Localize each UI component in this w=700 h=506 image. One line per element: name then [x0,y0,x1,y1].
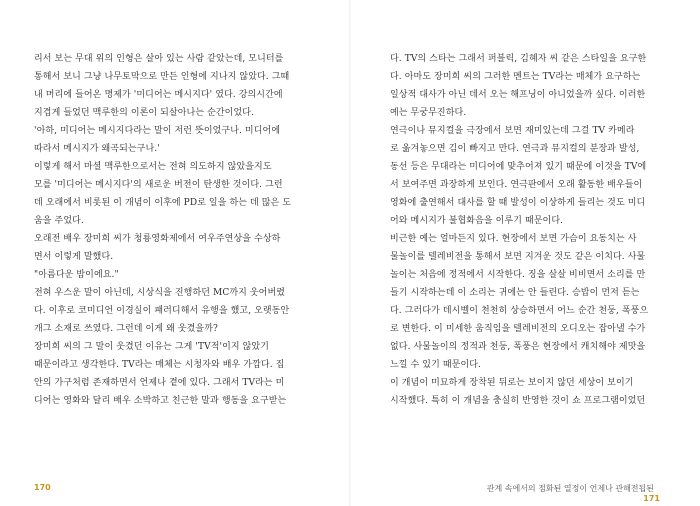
text-line: 따라서 메시지가 왜곡되는구나.' [34,144,160,154]
text-line: 움을 주었다. [34,216,84,226]
left-page-footer [34,483,51,492]
text-line: "아름다운 밤이에요." [34,270,119,280]
text-line: 전혀 우스운 말이 아닌데, 시상식을 진행하던 MC까지 웃어버렸 [34,288,286,298]
right-page-footer [470,483,660,503]
text-line: 로 옮겨놓으면 김이 빠지고 만다. 연극과 뮤지컬의 분장과 발성, [390,144,640,154]
text-line: 느낄 수 있기 때문이다. [390,360,481,370]
right-page [390,50,658,410]
text-line: 이 개념이 미묘하게 장착된 뒤로는 보이지 않던 세상이 보이기 [390,378,634,388]
text-line: 비근한 예는 얼마든지 있다. 현장에서 보면 가슴이 요동치는 사 [390,234,637,244]
text-line: 들기 시작하는데 이 소리는 귀에는 안 들린다. 승밥이 먼저 듣는 [390,288,640,298]
text-line: 어와 메시지가 불협화음을 이루기 때문이다. [390,216,564,226]
text-line: 개그 소재로 쓰였다. 그런데 이게 왜 웃겼을까? [34,324,218,334]
text-line: 다. TV의 스타는 그래서 퍼블릭, 김혜자 씨 같은 스타일을 요구한 [390,54,647,64]
text-line: 때문이라고 생각한다. TV라는 매체는 시청자와 배우 가깝다. 집 [34,360,285,370]
right-page-number: 171 [643,494,660,503]
text-line: 다. 그러다가 데시벨이 천천히 상승하면서 어느 순간 천둥, 폭풍으 [390,306,649,316]
text-line: 로 변한다. 이 미세한 움직임을 텔레비전의 오디오는 잡아낼 수가 [390,324,646,334]
text-line: 다. 아마도 장미희 씨의 그러한 멘트는 TV라는 매체가 요구하는 [390,72,641,82]
text-line: 놀이는 처음에 정적에서 시작한다. 징을 살살 비비면서 소리를 만 [390,270,646,280]
text-line: 내 머리에 들어온 명제가 '미디어는 메시지다' 였다. 강의시간에 [34,90,283,100]
text-line: 일상적 대사가 아닌 데서 오는 해프닝이 아니었을까 싶다. 이러한 [390,90,646,100]
text-line: 디어는 영화와 달리 배우 소박하고 친근한 말과 행동을 요구받는 [34,396,287,406]
left-page-number: 170 [34,483,51,492]
text-line: 이렇게 해서 마셜 맥루한으로서는 전혀 의도하지 않았을지도 [34,162,272,172]
text-line: 면서 이렇게 말했다. [34,252,114,262]
text-line: 동선 등은 무대라는 미디어에 맞추어져 있기 때문에 이것을 TV에 [390,162,647,172]
text-line: 없다. 사물놀이의 정적과 천둥, 폭풍은 현장에서 캐치해야 제맛을 [390,342,646,352]
text-line: 모를 '미디어는 메시지다'의 새로운 버전이 탄생한 것이다. 그런 [34,180,283,190]
text-line: 영화에 출연해서 대사를 할 때 발성이 이상하게 들리는 것도 미디 [390,198,646,208]
text-line: 연극이나 뮤지컬을 극장에서 보면 재미있는데 그걸 TV 카메라 [390,126,635,136]
text-line: '아하, 미디어는 메시지다라는 말이 저런 뜻이었구나. 미디어에 [34,126,281,136]
text-line: 물놀이를 텔레비전을 통해서 보면 지겨운 것도 같은 이치다. 사물 [390,252,646,262]
text-line: 통해서 보니 그냥 나무토막으로 만든 인형에 지나지 않았다. 그때 [34,72,290,82]
left-page [34,50,302,410]
text-line: 리서 보는 무대 위의 인형은 살아 있는 사람 같았는데, 모니터를 [34,54,284,64]
text-line: 데 오래에서 비롯된 이 개념이 이후에 PD로 일을 하는 데 많은 도 [34,198,292,208]
text-line: 시작했다. 특히 이 개념을 충실히 반영한 것이 쇼 프로그램이었던 [390,396,646,406]
text-line: 오래전 배우 장미희 씨가 청룡영화제에서 여우주연상을 수상하 [34,234,281,244]
text-line: 다. 이후로 코미디언 이경실이 패러디해서 유행을 했고, 오랫동안 [34,306,290,316]
text-line: 서 보여주면 과장하게 보인다. 연극판에서 오래 활동한 배우들이 [390,180,643,190]
running-title: 관계 속에서의 점화된 열정이 언제나 관해전됩된 [486,484,654,493]
book-gutter [349,0,351,506]
text-line: 안의 가구처럼 존재하면서 언제나 곁에 있다. 그래서 TV라는 미 [34,378,285,388]
text-line: 예는 무궁무진하다. [390,108,467,118]
text-line: 장미희 씨의 그 말이 웃겼던 이유는 그게 'TV적'이지 않았기 [34,342,270,352]
text-line: 지겹게 들었던 맥루한의 이론이 되살아나는 순간이었다. [34,108,255,118]
